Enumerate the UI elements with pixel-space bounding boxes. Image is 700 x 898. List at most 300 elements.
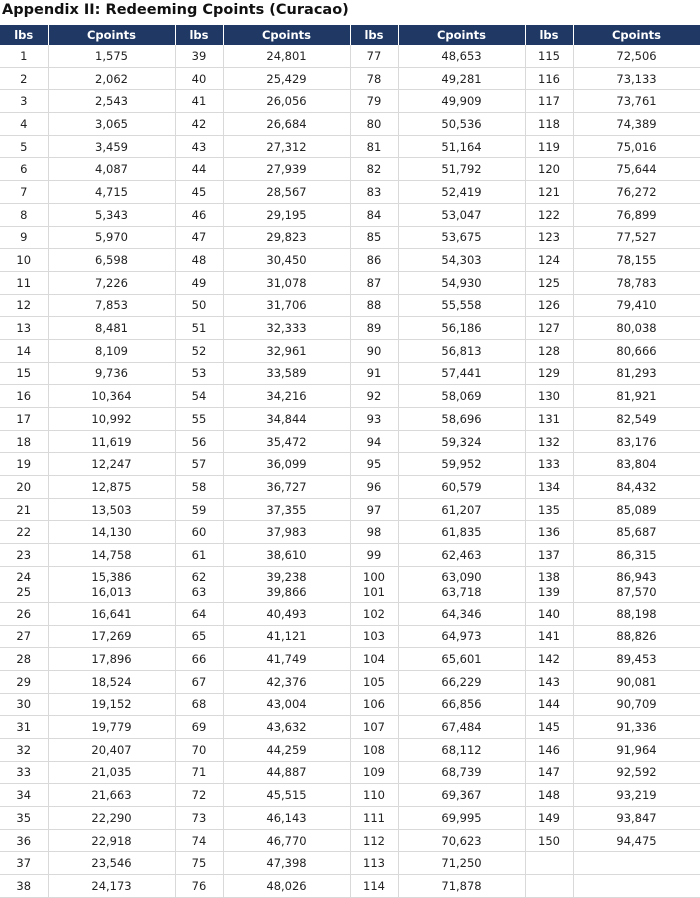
cell-lbs: 5 [0, 135, 48, 158]
cell-lbs: 32 [0, 738, 48, 761]
cell-cpoints: 71,250 [398, 852, 525, 875]
cell-cpoints: 26,056 [223, 90, 350, 113]
cell-cpoints: 20,407 [48, 738, 175, 761]
cell-lbs: 84 [350, 203, 398, 226]
cell-lbs: 105 [350, 670, 398, 693]
cell-lbs: 123 [525, 226, 573, 249]
cell-cpoints: 2,062 [48, 67, 175, 90]
cell-lbs: 86 [350, 249, 398, 272]
table-row [0, 829, 700, 852]
cell-lbs: 90 [350, 339, 398, 362]
cell-lbs: 31 [0, 716, 48, 739]
cell-lbs: 60 [175, 521, 223, 544]
cell-cpoints: 10,992 [48, 408, 175, 431]
cell-cpoints: 69,995 [398, 807, 525, 830]
cell-lbs: 96 [350, 476, 398, 499]
cell-lbs: 150 [525, 829, 573, 852]
cell-lbs: 103 [350, 625, 398, 648]
table-row [0, 203, 700, 226]
column-header-lbs: lbs [0, 25, 48, 45]
cell-cpoints: 46,770 [223, 829, 350, 852]
cell-cpoints: 82,549 [573, 408, 700, 431]
cell-cpoints: 63,090 [398, 566, 525, 585]
cell-lbs: 129 [525, 362, 573, 385]
table-row [0, 738, 700, 761]
cell-cpoints: 9,736 [48, 362, 175, 385]
cell-lbs: 135 [525, 498, 573, 521]
cell-cpoints: 37,983 [223, 521, 350, 544]
table-row [0, 453, 700, 476]
cell-cpoints: 25,429 [223, 67, 350, 90]
table-row [0, 181, 700, 204]
cell-lbs: 73 [175, 807, 223, 830]
table-row [0, 385, 700, 408]
cell-lbs: 144 [525, 693, 573, 716]
cell-cpoints: 7,226 [48, 271, 175, 294]
cell-cpoints: 85,089 [573, 498, 700, 521]
cell-lbs: 68 [175, 693, 223, 716]
table-row [0, 761, 700, 784]
cell-lbs: 50 [175, 294, 223, 317]
cell-cpoints: 47,398 [223, 852, 350, 875]
cell-cpoints: 56,186 [398, 317, 525, 340]
table-row [0, 67, 700, 90]
cell-lbs: 149 [525, 807, 573, 830]
cell-cpoints: 22,918 [48, 829, 175, 852]
cell-lbs: 47 [175, 226, 223, 249]
cell-lbs: 130 [525, 385, 573, 408]
cell-cpoints: 72,506 [573, 45, 700, 67]
cell-lbs: 111 [350, 807, 398, 830]
cell-lbs [525, 875, 573, 898]
cell-cpoints: 31,706 [223, 294, 350, 317]
cell-cpoints: 4,087 [48, 158, 175, 181]
cell-cpoints: 64,973 [398, 625, 525, 648]
cell-lbs: 88 [350, 294, 398, 317]
cell-cpoints: 74,389 [573, 113, 700, 136]
cell-lbs: 23 [0, 544, 48, 567]
cell-cpoints: 22,290 [48, 807, 175, 830]
cell-cpoints: 13,503 [48, 498, 175, 521]
cell-lbs: 114 [350, 875, 398, 898]
cell-cpoints: 32,961 [223, 339, 350, 362]
column-header-cpoints: Cpoints [398, 25, 525, 45]
cell-lbs: 77 [350, 45, 398, 67]
cell-cpoints: 81,293 [573, 362, 700, 385]
cell-cpoints: 86,943 [573, 566, 700, 585]
cell-cpoints: 8,481 [48, 317, 175, 340]
cell-lbs: 67 [175, 670, 223, 693]
cell-lbs: 72 [175, 784, 223, 807]
cell-lbs: 148 [525, 784, 573, 807]
cell-lbs: 76 [175, 875, 223, 898]
cell-cpoints: 69,367 [398, 784, 525, 807]
cell-lbs: 26 [0, 602, 48, 625]
cell-cpoints: 55,558 [398, 294, 525, 317]
cell-lbs: 122 [525, 203, 573, 226]
cell-lbs: 36 [0, 829, 48, 852]
cell-lbs: 56 [175, 430, 223, 453]
cell-lbs: 80 [350, 113, 398, 136]
cell-cpoints: 89,453 [573, 648, 700, 671]
cell-cpoints: 86,315 [573, 544, 700, 567]
cell-cpoints: 51,792 [398, 158, 525, 181]
cell-lbs: 61 [175, 544, 223, 567]
cell-cpoints: 31,078 [223, 271, 350, 294]
cell-cpoints: 90,709 [573, 693, 700, 716]
cell-cpoints: 87,570 [573, 585, 700, 603]
table-row [0, 625, 700, 648]
cell-cpoints: 64,346 [398, 602, 525, 625]
cell-lbs: 75 [175, 852, 223, 875]
table-row [0, 113, 700, 136]
cell-lbs: 147 [525, 761, 573, 784]
cell-cpoints: 79,410 [573, 294, 700, 317]
cell-lbs: 94 [350, 430, 398, 453]
cell-cpoints: 35,472 [223, 430, 350, 453]
cell-lbs: 44 [175, 158, 223, 181]
cell-cpoints: 37,355 [223, 498, 350, 521]
table-row [0, 135, 700, 158]
cell-cpoints: 39,866 [223, 585, 350, 603]
table-row [0, 362, 700, 385]
cell-lbs: 146 [525, 738, 573, 761]
cell-lbs: 125 [525, 271, 573, 294]
column-header-lbs: lbs [175, 25, 223, 45]
cell-cpoints: 26,684 [223, 113, 350, 136]
cell-lbs: 120 [525, 158, 573, 181]
table-row [0, 317, 700, 340]
column-header-lbs: lbs [525, 25, 573, 45]
cell-cpoints: 42,376 [223, 670, 350, 693]
cell-lbs: 139 [525, 585, 573, 603]
table-row [0, 498, 700, 521]
cell-cpoints: 75,644 [573, 158, 700, 181]
cell-lbs: 118 [525, 113, 573, 136]
cell-lbs: 25 [0, 585, 48, 603]
cell-cpoints: 38,610 [223, 544, 350, 567]
cell-lbs: 92 [350, 385, 398, 408]
cell-lbs: 11 [0, 271, 48, 294]
cell-lbs: 87 [350, 271, 398, 294]
cell-lbs: 63 [175, 585, 223, 603]
cell-cpoints: 12,247 [48, 453, 175, 476]
table-row [0, 693, 700, 716]
cell-cpoints: 43,632 [223, 716, 350, 739]
table-row [0, 249, 700, 272]
table-row [0, 670, 700, 693]
table-header-row [0, 25, 700, 45]
cell-lbs: 78 [350, 67, 398, 90]
cell-cpoints: 58,696 [398, 408, 525, 431]
cell-lbs: 29 [0, 670, 48, 693]
cell-lbs: 38 [0, 875, 48, 898]
table-row [0, 408, 700, 431]
column-header-cpoints: Cpoints [573, 25, 700, 45]
cell-cpoints: 21,035 [48, 761, 175, 784]
cell-cpoints: 44,887 [223, 761, 350, 784]
cell-cpoints: 85,687 [573, 521, 700, 544]
cell-cpoints: 48,026 [223, 875, 350, 898]
cell-lbs: 52 [175, 339, 223, 362]
cell-lbs: 59 [175, 498, 223, 521]
cell-lbs: 1 [0, 45, 48, 67]
cell-lbs: 37 [0, 852, 48, 875]
cell-cpoints: 71,878 [398, 875, 525, 898]
cell-cpoints: 73,761 [573, 90, 700, 113]
cell-lbs: 24 [0, 566, 48, 585]
cell-cpoints: 77,527 [573, 226, 700, 249]
cell-lbs: 117 [525, 90, 573, 113]
cell-lbs: 3 [0, 90, 48, 113]
table-row [0, 294, 700, 317]
cell-lbs: 100 [350, 566, 398, 585]
cell-cpoints: 92,592 [573, 761, 700, 784]
cell-lbs: 41 [175, 90, 223, 113]
table-row [0, 430, 700, 453]
cell-cpoints: 93,847 [573, 807, 700, 830]
cell-lbs: 113 [350, 852, 398, 875]
cell-cpoints: 14,758 [48, 544, 175, 567]
cell-lbs: 107 [350, 716, 398, 739]
cell-lbs: 9 [0, 226, 48, 249]
cell-cpoints: 78,155 [573, 249, 700, 272]
cell-lbs: 42 [175, 113, 223, 136]
table-row [0, 784, 700, 807]
table-row [0, 521, 700, 544]
cell-cpoints: 83,804 [573, 453, 700, 476]
cell-cpoints: 81,921 [573, 385, 700, 408]
cell-lbs: 134 [525, 476, 573, 499]
cell-cpoints: 3,065 [48, 113, 175, 136]
cell-cpoints: 65,601 [398, 648, 525, 671]
cell-cpoints: 49,281 [398, 67, 525, 90]
cell-lbs: 116 [525, 67, 573, 90]
cell-cpoints: 21,663 [48, 784, 175, 807]
cell-cpoints: 27,312 [223, 135, 350, 158]
cell-lbs: 28 [0, 648, 48, 671]
cell-cpoints: 40,493 [223, 602, 350, 625]
cell-lbs: 109 [350, 761, 398, 784]
cell-cpoints: 1,575 [48, 45, 175, 67]
cell-lbs: 91 [350, 362, 398, 385]
cell-cpoints: 78,783 [573, 271, 700, 294]
cell-lbs: 27 [0, 625, 48, 648]
cell-cpoints: 53,047 [398, 203, 525, 226]
cell-lbs: 108 [350, 738, 398, 761]
cell-lbs: 102 [350, 602, 398, 625]
cell-lbs: 93 [350, 408, 398, 431]
cell-lbs: 51 [175, 317, 223, 340]
cell-lbs: 2 [0, 67, 48, 90]
cell-lbs: 58 [175, 476, 223, 499]
cell-cpoints: 48,653 [398, 45, 525, 67]
cell-lbs: 82 [350, 158, 398, 181]
cell-cpoints: 51,164 [398, 135, 525, 158]
cell-lbs: 74 [175, 829, 223, 852]
cell-lbs: 115 [525, 45, 573, 67]
cell-lbs: 131 [525, 408, 573, 431]
cell-lbs: 79 [350, 90, 398, 113]
cell-lbs: 48 [175, 249, 223, 272]
cell-lbs: 126 [525, 294, 573, 317]
cell-lbs: 81 [350, 135, 398, 158]
cell-lbs: 142 [525, 648, 573, 671]
cell-cpoints: 6,598 [48, 249, 175, 272]
cell-cpoints: 3,459 [48, 135, 175, 158]
cell-lbs: 106 [350, 693, 398, 716]
cell-lbs: 54 [175, 385, 223, 408]
cell-lbs: 39 [175, 45, 223, 67]
cell-cpoints: 23,546 [48, 852, 175, 875]
cell-lbs: 99 [350, 544, 398, 567]
cell-lbs: 66 [175, 648, 223, 671]
cell-lbs: 49 [175, 271, 223, 294]
table-row [0, 807, 700, 830]
cell-cpoints: 68,739 [398, 761, 525, 784]
cell-cpoints: 39,238 [223, 566, 350, 585]
cell-lbs: 85 [350, 226, 398, 249]
cell-cpoints: 62,463 [398, 544, 525, 567]
table-row [0, 544, 700, 567]
cell-cpoints: 8,109 [48, 339, 175, 362]
table-row [0, 226, 700, 249]
cell-lbs: 40 [175, 67, 223, 90]
cell-cpoints: 59,324 [398, 430, 525, 453]
cell-cpoints: 45,515 [223, 784, 350, 807]
cell-cpoints: 54,303 [398, 249, 525, 272]
cell-lbs: 145 [525, 716, 573, 739]
cell-lbs: 136 [525, 521, 573, 544]
cell-lbs: 95 [350, 453, 398, 476]
cell-lbs: 89 [350, 317, 398, 340]
cell-lbs: 124 [525, 249, 573, 272]
cell-cpoints: 70,623 [398, 829, 525, 852]
cell-lbs: 30 [0, 693, 48, 716]
cell-lbs: 14 [0, 339, 48, 362]
cell-cpoints: 5,343 [48, 203, 175, 226]
cell-cpoints: 56,813 [398, 339, 525, 362]
cell-cpoints: 49,909 [398, 90, 525, 113]
cell-cpoints: 80,038 [573, 317, 700, 340]
cell-cpoints: 7,853 [48, 294, 175, 317]
cell-cpoints: 19,152 [48, 693, 175, 716]
cell-cpoints: 11,619 [48, 430, 175, 453]
cell-lbs: 21 [0, 498, 48, 521]
cell-lbs: 55 [175, 408, 223, 431]
cell-lbs: 22 [0, 521, 48, 544]
cell-lbs: 98 [350, 521, 398, 544]
column-header-cpoints: Cpoints [223, 25, 350, 45]
table-row [0, 476, 700, 499]
table-row [0, 648, 700, 671]
cell-cpoints: 24,801 [223, 45, 350, 67]
redemption-table [0, 25, 700, 898]
cell-lbs: 121 [525, 181, 573, 204]
cell-lbs: 83 [350, 181, 398, 204]
cell-lbs: 43 [175, 135, 223, 158]
cell-cpoints: 58,069 [398, 385, 525, 408]
cell-lbs: 138 [525, 566, 573, 585]
cell-lbs: 12 [0, 294, 48, 317]
cell-lbs: 18 [0, 430, 48, 453]
table-row [0, 566, 700, 585]
cell-cpoints: 63,718 [398, 585, 525, 603]
cell-lbs: 20 [0, 476, 48, 499]
cell-lbs: 64 [175, 602, 223, 625]
cell-lbs: 132 [525, 430, 573, 453]
cell-cpoints: 73,133 [573, 67, 700, 90]
cell-lbs: 33 [0, 761, 48, 784]
cell-cpoints: 27,939 [223, 158, 350, 181]
cell-lbs: 119 [525, 135, 573, 158]
cell-lbs: 7 [0, 181, 48, 204]
cell-cpoints: 4,715 [48, 181, 175, 204]
table-row [0, 158, 700, 181]
cell-lbs: 4 [0, 113, 48, 136]
cell-cpoints: 36,727 [223, 476, 350, 499]
cell-lbs: 69 [175, 716, 223, 739]
cell-cpoints: 76,899 [573, 203, 700, 226]
cell-lbs: 70 [175, 738, 223, 761]
table-row [0, 90, 700, 113]
cell-cpoints: 76,272 [573, 181, 700, 204]
cell-cpoints: 60,579 [398, 476, 525, 499]
cell-lbs: 16 [0, 385, 48, 408]
cell-lbs: 53 [175, 362, 223, 385]
cell-cpoints [573, 852, 700, 875]
cell-lbs: 112 [350, 829, 398, 852]
cell-cpoints: 30,450 [223, 249, 350, 272]
table-row [0, 339, 700, 362]
cell-cpoints: 83,176 [573, 430, 700, 453]
cell-cpoints: 41,121 [223, 625, 350, 648]
cell-cpoints: 34,216 [223, 385, 350, 408]
table-row [0, 585, 700, 603]
table-row [0, 271, 700, 294]
cell-cpoints: 16,013 [48, 585, 175, 603]
cell-lbs: 10 [0, 249, 48, 272]
table-row [0, 875, 700, 898]
cell-lbs: 110 [350, 784, 398, 807]
table-row [0, 602, 700, 625]
cell-lbs: 97 [350, 498, 398, 521]
cell-cpoints: 19,779 [48, 716, 175, 739]
cell-cpoints: 14,130 [48, 521, 175, 544]
cell-cpoints: 12,875 [48, 476, 175, 499]
cell-lbs: 65 [175, 625, 223, 648]
cell-cpoints: 80,666 [573, 339, 700, 362]
cell-lbs: 143 [525, 670, 573, 693]
cell-cpoints: 43,004 [223, 693, 350, 716]
cell-cpoints: 52,419 [398, 181, 525, 204]
cell-cpoints: 91,964 [573, 738, 700, 761]
cell-lbs: 17 [0, 408, 48, 431]
cell-cpoints: 61,207 [398, 498, 525, 521]
cell-lbs: 133 [525, 453, 573, 476]
cell-cpoints: 75,016 [573, 135, 700, 158]
cell-cpoints: 93,219 [573, 784, 700, 807]
cell-cpoints: 59,952 [398, 453, 525, 476]
cell-cpoints: 29,823 [223, 226, 350, 249]
cell-cpoints: 15,386 [48, 566, 175, 585]
cell-cpoints: 2,543 [48, 90, 175, 113]
cell-lbs: 62 [175, 566, 223, 585]
table-row [0, 852, 700, 875]
cell-cpoints: 10,364 [48, 385, 175, 408]
cell-lbs: 46 [175, 203, 223, 226]
column-header-cpoints: Cpoints [48, 25, 175, 45]
